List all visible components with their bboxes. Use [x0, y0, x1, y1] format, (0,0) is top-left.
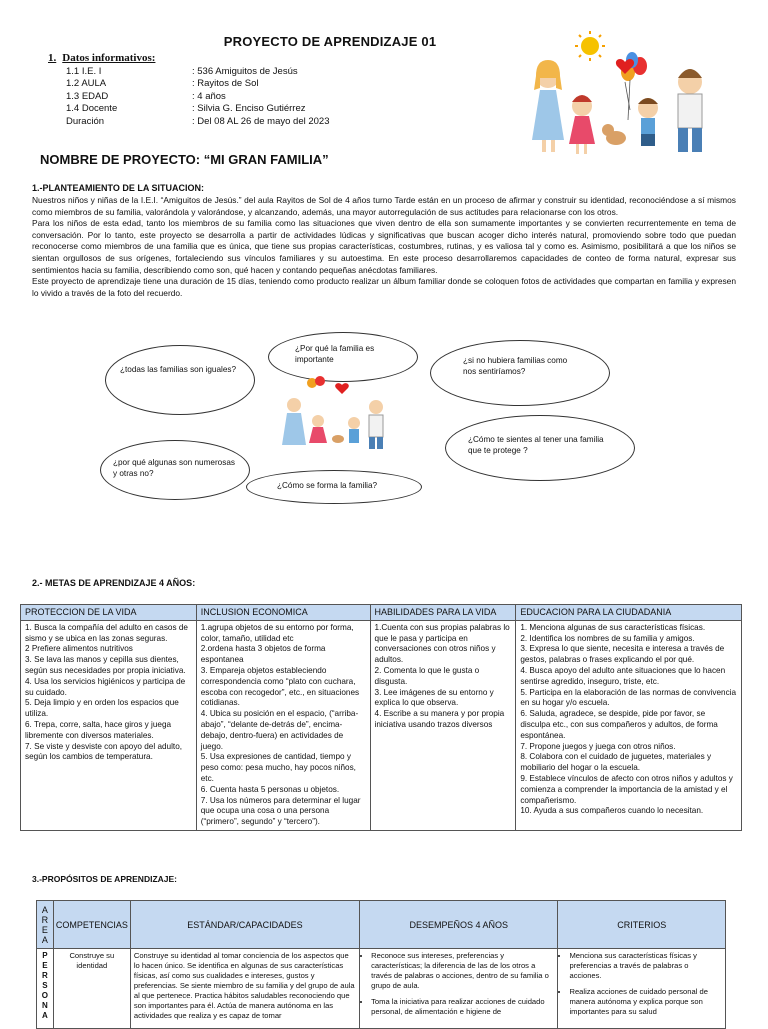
info-row: 1.2 AULA : Rayitos de Sol — [66, 78, 259, 90]
question-bubble: ¿Cómo te sientes al tener una familia que te protege ? — [445, 415, 635, 481]
father-figure — [678, 69, 702, 152]
question-bubble: ¿Cómo se forma la familia? — [246, 470, 422, 504]
metas-header: PROTECCION DE LA VIDA — [21, 605, 197, 621]
sun-icon — [575, 31, 605, 61]
metas-cell: 1.agrupa objetos de su entorno por forma, color, tamaño, utilidad etc 2.ordena hasta 3 objetos de forma espontanea 3. Empareja objetos estableciendo correspondencia como “plato con cuchara, escoba con recogedor”, etc., en situaciones cotidianas. 4. Ubica su posición en el espacio, (“arriba-abajo”, “delante de-detrás de”, encima-debajo, dentro-fuera) en actividades de juego. 5. Usa expresiones de cantidad, tiempo y peso como: pesa mucho, hay pocos niños, etc. 6. Cuenta hasta 5 personas u objetos. 7. Usa los números para determinar el lugar que ocupa una cosa o una persona (“primero”, segundo” y “tercero”). — [196, 620, 370, 830]
mother-figure — [532, 60, 564, 152]
paragraph: Este proyecto de aprendizaje tiene una duración de 15 días, teniendo como producto realizar un álbum familiar donde se coloquen fotos de actividades que compartan en familia y expresen lo vivido a través de la foto del recuerdo. — [32, 276, 736, 298]
desempenos-cell — [360, 949, 558, 1029]
metas-cell: 1.Cuenta con sus propias palabras lo que le pasa y participa en conversaciones con otros niños y adultos. 2. Comenta lo que le gusta o disgusta. 3. Lee imágenes de su entorno y explica lo que observa. 4. Escribe a su manera y por propia iniciativa usando trazos diversos — [370, 620, 516, 830]
metas-header: EDUCACION PARA LA CIUDADANIA — [516, 605, 742, 621]
situacion-heading: 1.-PLANTEAMIENTO DE LA SITUACION: — [32, 183, 205, 193]
prop-header-area: A R E A — [37, 901, 54, 949]
propositos-table — [36, 900, 726, 1029]
family-illustration — [520, 30, 720, 160]
area-cell: P E R S O N A — [37, 949, 54, 1029]
criterios-cell — [558, 949, 726, 1029]
family-illustration-small — [280, 375, 390, 455]
girl-figure — [569, 95, 595, 154]
prop-header: COMPETENCIAS — [53, 901, 130, 949]
info-list — [66, 66, 330, 128]
question-bubble: ¿todas las familias son iguales? — [105, 345, 255, 415]
estandar-cell: Construye su identidad al tomar conciencia de los aspectos que lo hacen único. Se identifica en algunas de sus características físicas, así como sus cualidades e intereses, gustos y preferencias. Se siente miembro de su familia y del grupo de aula al que pertenece. Practica hábitos saludables reconociendo que son importantes para él. Actúa de manera autónoma en las actividades que realiza y es capaz de tomar — [130, 949, 359, 1029]
question-bubble: ¿si no hubiera familias como nos sentiríamos? — [430, 340, 610, 406]
list-item: • Menciona sus características físicas y preferencias a través de palabras o acciones. — [569, 951, 722, 981]
prop-header: CRITERIOS — [558, 901, 726, 949]
list-item: • Toma la iniciativa para realizar acciones de cuidado personal, de alimentación e higiene de — [371, 997, 554, 1017]
list-item: • Realiza acciones de cuidado personal de manera autónoma y explica porque son importantes para su salud — [569, 987, 722, 1017]
competencia-cell: Construye su identidad — [53, 949, 130, 1029]
heart-balloon-icon — [616, 59, 634, 110]
situacion-text — [32, 195, 736, 299]
page-title: PROYECTO DE APRENDIZAJE 01 — [223, 34, 437, 49]
balloon-icon — [307, 376, 349, 394]
paragraph: Nuestros niños y niñas de la I.E.I. “Amiguitos de Jesús.” del aula Rayitos de Sol de 4 años turno Tarde están en un proceso de afirmar y construir su identidad, reconociéndose a sí mismos como miembros de su familia, valorándola y valorándose, y alcanzando, además, una mayor autorregulación de sus actitudes para relacionarse con los otros. — [32, 195, 736, 217]
project-name: NOMBRE DE PROYECTO: “MI GRAN FAMILIA” — [40, 152, 329, 167]
section-datos-heading: 1. Datos informativos: — [48, 52, 156, 64]
list-item: • Reconoce sus intereses, preferencias y características; la diferencia de las de los otros a través de palabras o acciones, dentro de su familia o grupo de aula. — [371, 951, 554, 991]
info-row: 1.4 Docente : Silvia G. Enciso Gutiérrez — [66, 103, 306, 115]
prop-header: DESEMPEÑOS 4 AÑOS — [360, 901, 558, 949]
metas-header: HABILIDADES PARA LA VIDA — [370, 605, 516, 621]
question-bubble: ¿Por qué la familia es importante — [268, 332, 418, 382]
metas-table — [20, 604, 742, 831]
propositos-heading: 3.-PROPÓSITOS DE APRENDIZAJE: — [32, 874, 177, 884]
metas-header: INCLUSION ECONOMICA — [196, 605, 370, 621]
info-row: 1.3 EDAD : 4 años — [66, 90, 226, 102]
boy-figure — [638, 98, 658, 146]
question-bubble: ¿por qué algunas son numerosas y otras no? — [100, 440, 250, 500]
info-row: Duración : Del 08 AL 26 de mayo del 2023 — [66, 115, 330, 127]
paragraph: Para los niños de esta edad, tanto los miembros de su familia como las situaciones que viven dentro de ella son sumamente importantes y se convierten recurrentemente en tema de conversación. Por lo tanto, este proyecto se desarrolla a partir de actividades lúdicas y significativas que buscan acoger dicho interés natural, promoviendo sobre todo que puedan reconocerse como miembros de una familia que es única, que tiene sus propias características, costumbres, rutinas, y es valiosa tal y como es. Asimismo, posibilitará a que los niños se sientan orgullosos de sus orígenes, fortaleciendo sus vínculos familiares y su autoestima. En este proceso desarrollaremos capacidades de conteo de forma natural, expresar sus sentimientos hacia su familia, describiendo como son, qué hacen y contando pequeñas anécdotas familiares. — [32, 218, 736, 275]
metas-cell: 1. Menciona algunas de sus características físicas. 2. Identifica los nombres de su familia y amigos. 3. Expresa lo que siente, necesita e interesa a través de gestos, palabras o frases explicando el por qué. 4. Busca apoyo del adulto ante situaciones que lo hacen sentirse agredido, inseguro, triste, etc. 5. Participa en la elaboración de las normas de convivencia en su hogar y/o escuela. 6. Saluda, agradece, se despide, pide por favor, se disculpa etc., con sus compañeros y adultos, de forma espontánea. 7. Propone juegos y juega con otros niños. 8. Colabora con el cuidado de juguetes, materiales y mobiliario del hogar o la escuela. 9. Establece vínculos de afecto con otros niños y adultos y comienza a comprender la importancia de la amistad y el compañerismo. 10. Ayuda a sus compañeros cuando lo necesitan. — [516, 620, 742, 830]
metas-heading: 2.- METAS DE APRENDIZAJE 4 AÑOS: — [32, 578, 196, 588]
prop-header: ESTÁNDAR/CAPACIDADES — [130, 901, 359, 949]
info-row: 1.1 I.E. I : 536 Amiguitos de Jesús — [66, 66, 298, 77]
dog-figure — [602, 124, 626, 145]
metas-cell: 1. Busca la compañía del adulto en casos de sismo y se ubica en las zonas seguras. 2 Prefiere alimentos nutritivos 3. Se lava las manos y cepilla sus dientes, según sus necesidades por propia iniciativa. 4. Usa los servicios higiénicos y participa de su cuidado. 5. Deja limpio y en orden los espacios que utiliza. 6. Trepa, corre, salta, hace giros y juega libremente con diversos materiales. 7. Se viste y desviste con apoyo del adulto, según los cambios de temperatura. — [21, 620, 197, 830]
